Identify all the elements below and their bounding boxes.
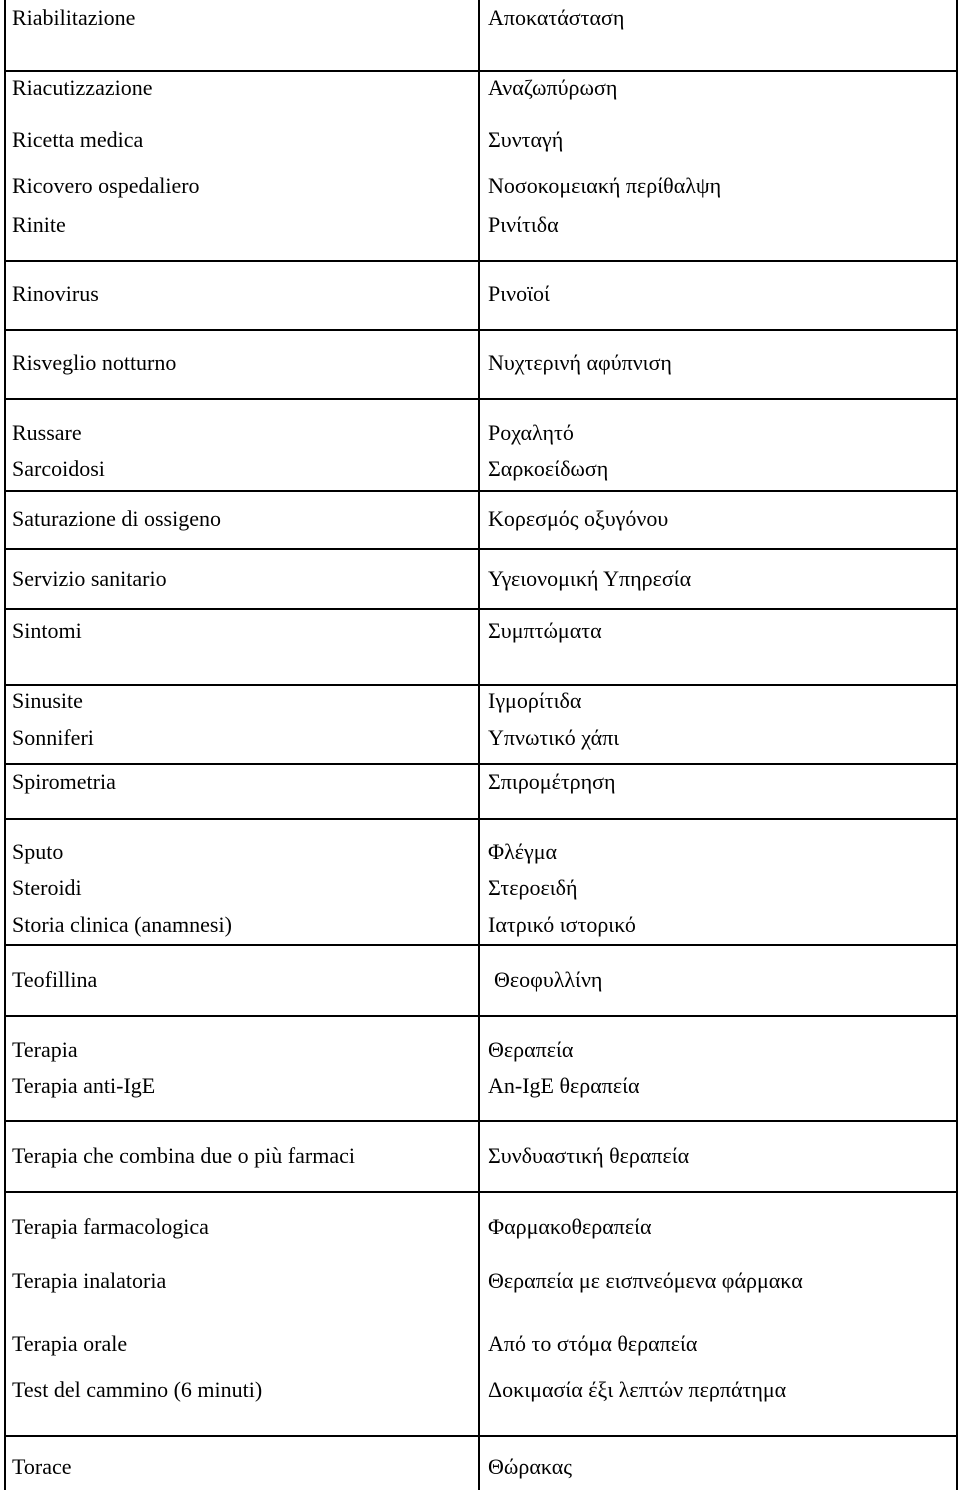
row-divider: [4, 763, 958, 765]
italian-term: Terapia anti-IgE: [12, 1073, 156, 1098]
italian-term: Terapia orale: [12, 1331, 128, 1356]
row-divider: [4, 684, 958, 686]
greek-term: Νυχτερινή αφύπνιση: [488, 350, 672, 375]
greek-term: Αποκατάσταση: [488, 5, 625, 30]
table-border-left: [4, 0, 6, 1490]
italian-term: Spirometria: [12, 769, 116, 794]
italian-term: Terapia inalatoria: [12, 1268, 167, 1293]
italian-term: Russare: [12, 420, 82, 445]
row-divider: [4, 944, 958, 946]
greek-term: Από το στόμα θεραπεία: [488, 1331, 698, 1356]
italian-term: Steroidi: [12, 875, 82, 900]
italian-term: Riacutizzazione: [12, 75, 153, 100]
greek-term: Συνδυαστική θεραπεία: [488, 1143, 690, 1168]
italian-term: Terapia: [12, 1037, 78, 1062]
italian-term: Ricetta medica: [12, 127, 144, 152]
italian-term: Risveglio notturno: [12, 350, 177, 375]
italian-term: Terapia farmacologica: [12, 1214, 209, 1239]
row-divider: [4, 608, 958, 610]
row-divider: [4, 260, 958, 262]
greek-term: Ιατρικό ιστορικό: [488, 912, 636, 937]
italian-term: Sarcoidosi: [12, 456, 105, 481]
italian-term: Test del cammino (6 minuti): [12, 1377, 263, 1402]
row-divider: [4, 548, 958, 550]
greek-term: Νοσοκομειακή περίθαλψη: [488, 173, 722, 198]
greek-term: Στεροειδή: [488, 875, 578, 900]
greek-term: Συμπτώματα: [488, 618, 602, 643]
greek-term: Φαρμακοθεραπεία: [488, 1214, 652, 1239]
italian-term: Rinite: [12, 212, 66, 237]
greek-term: Αναζωπύρωση: [488, 75, 618, 100]
greek-term: Ρινοϊοί: [488, 281, 550, 306]
greek-term: Κορεσμός οξυγόνου: [488, 506, 669, 531]
row-divider: [4, 70, 958, 72]
table-border-right: [956, 0, 958, 1490]
italian-term: Rinovirus: [12, 281, 99, 306]
italian-term: Saturazione di ossigeno: [12, 506, 221, 531]
italian-term: Riabilitazione: [12, 5, 136, 30]
greek-term: Συνταγή: [488, 127, 564, 152]
italian-term: Storia clinica (anamnesi): [12, 912, 232, 937]
greek-term: Σαρκοείδωση: [488, 456, 609, 481]
greek-term: Θεραπεία: [488, 1037, 574, 1062]
italian-term: Torace: [12, 1454, 72, 1479]
italian-term: Servizio sanitario: [12, 566, 167, 591]
row-divider: [4, 1435, 958, 1437]
greek-term: Ροχαλητό: [488, 420, 574, 445]
greek-term: Υπνωτικό χάπι: [488, 725, 620, 750]
row-divider: [4, 1015, 958, 1017]
greek-term: Ιγμορίτιδα: [488, 688, 582, 713]
greek-term: Θώρακας: [488, 1454, 573, 1479]
row-divider: [4, 490, 958, 492]
greek-term: Ρινίτιδα: [488, 212, 559, 237]
italian-term: Sinusite: [12, 688, 83, 713]
greek-term: Θεοφυλλίνη: [494, 967, 603, 992]
italian-term: Sonniferi: [12, 725, 94, 750]
row-divider: [4, 818, 958, 820]
greek-term: Φλέγμα: [488, 839, 558, 864]
greek-term: Δοκιμασία έξι λεπτών περπάτημα: [488, 1377, 787, 1402]
row-divider: [4, 398, 958, 400]
greek-term: Θεραπεία με εισπνεόμενα φάρμακα: [488, 1268, 803, 1293]
italian-term: Terapia che combina due o più farmaci: [12, 1143, 355, 1168]
row-divider: [4, 1120, 958, 1122]
row-divider: [4, 329, 958, 331]
italian-term: Sputo: [12, 839, 64, 864]
italian-term: Teofillina: [12, 967, 98, 992]
italian-term: Sintomi: [12, 618, 82, 643]
italian-term: Ricovero ospedaliero: [12, 173, 200, 198]
table-border-middle: [478, 0, 480, 1490]
row-divider: [4, 1191, 958, 1193]
greek-term: Σπιρομέτρηση: [488, 769, 616, 794]
greek-term: Υγειονομική Υπηρεσία: [488, 566, 692, 591]
greek-term: An-IgE θεραπεία: [488, 1073, 640, 1098]
